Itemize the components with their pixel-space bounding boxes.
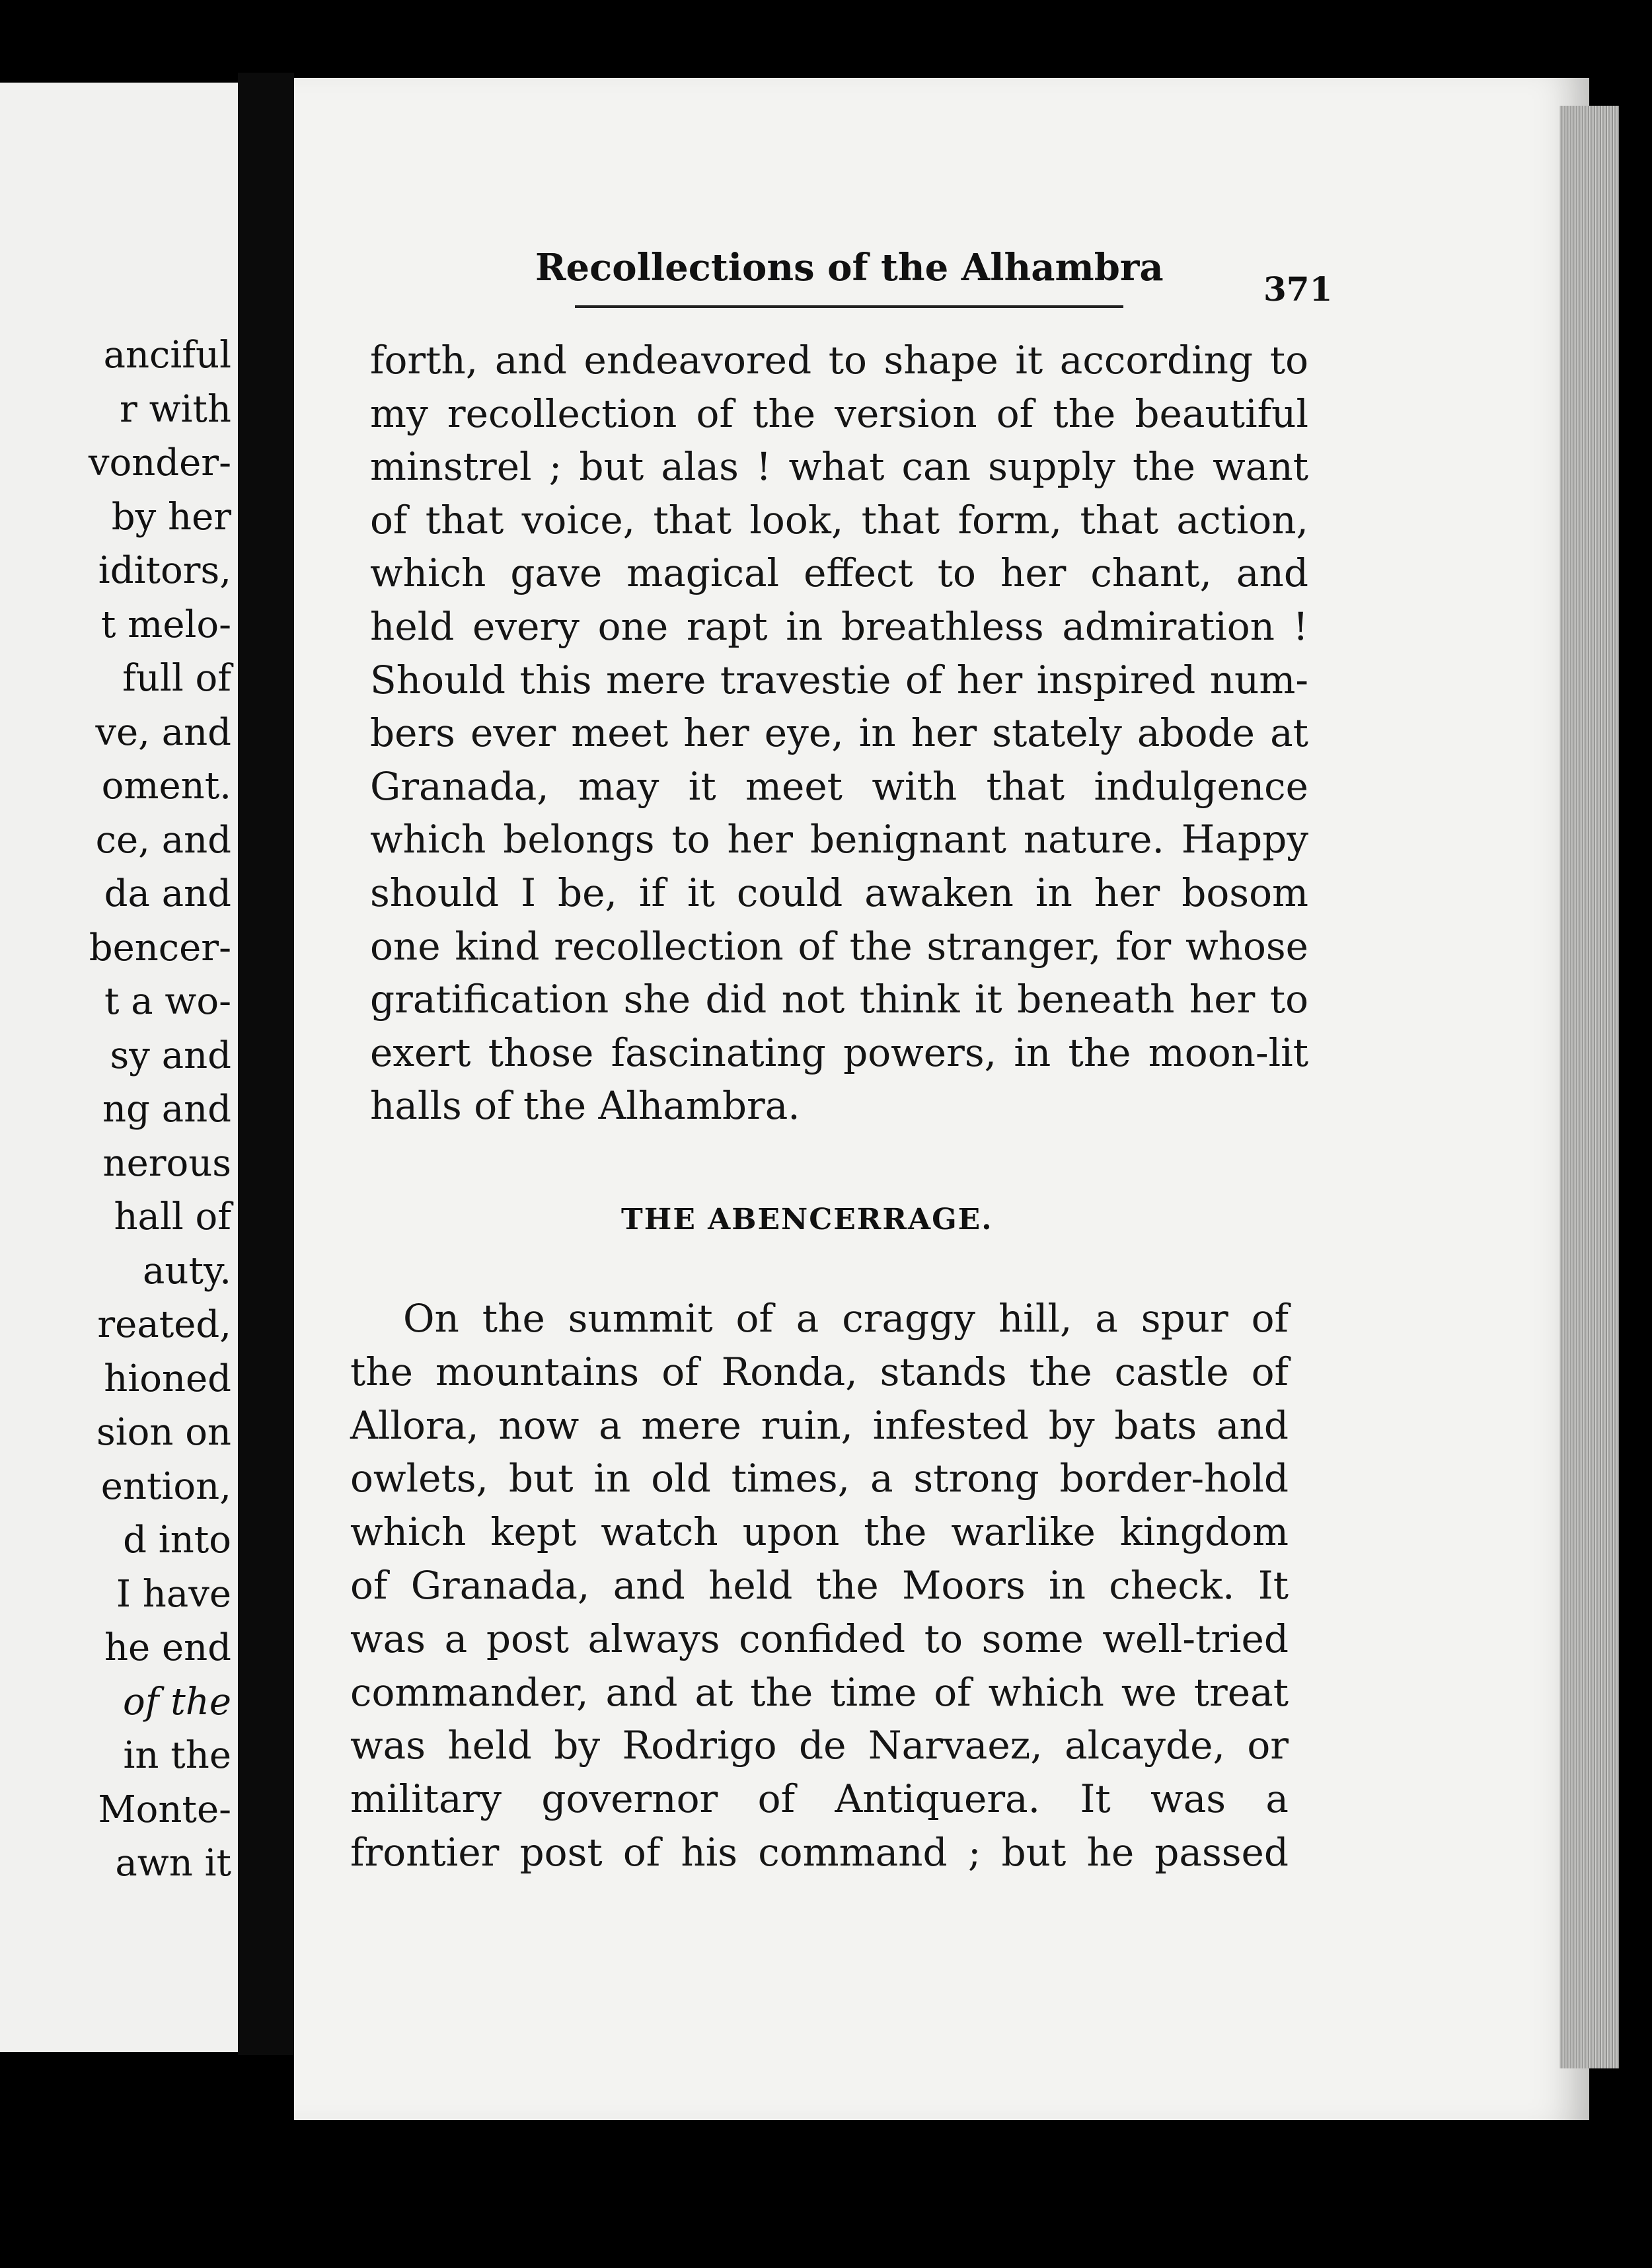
left-line: t melo-	[100, 603, 231, 646]
text-line: owlets, but in old times, a strong border-hold	[350, 1456, 1289, 1501]
text-line: Should this mere travestie of her inspired num-	[370, 657, 1308, 702]
book-gutter	[238, 73, 294, 2055]
text-line: of that voice, that look, that form, that action,	[370, 497, 1308, 543]
left-line: ention,	[100, 1464, 231, 1508]
text-line: my recollection of the version of the beautiful	[370, 391, 1308, 436]
text-line: minstrel ; but alas ! what can supply the want	[370, 444, 1308, 490]
left-line: anciful	[103, 334, 231, 377]
left-line: d into	[123, 1519, 231, 1562]
text-line: frontier post of his command ; but he passed	[350, 1829, 1289, 1875]
left-line: sy and	[110, 1034, 231, 1077]
text-line: On the summit of a craggy hill, a spur of	[403, 1296, 1289, 1341]
left-line: ce, and	[95, 818, 231, 862]
text-line: which gave magical effect to her chant, and	[370, 550, 1308, 596]
text-line: military governor of Antiquera. It was a	[350, 1776, 1289, 1822]
page-edges	[1559, 106, 1619, 2068]
left-line: by her	[111, 495, 231, 539]
text-line: halls of the Alhambra.	[370, 1083, 800, 1129]
paragraph-2	[350, 1292, 1289, 1879]
text-line: Allora, now a mere ruin, infested by bats and	[350, 1402, 1289, 1448]
text-line: gratification she did not think it beneath her to	[370, 977, 1308, 1022]
page-number: 371	[1263, 270, 1333, 309]
left-line: auty.	[143, 1249, 231, 1293]
text-line: which belongs to her benignant nature. Happy	[370, 817, 1308, 862]
running-head-rule	[575, 305, 1123, 308]
left-line: iditors,	[98, 549, 231, 592]
left-line: nerous	[102, 1141, 231, 1185]
text-line: bers ever meet her eye, in her stately abode at	[370, 710, 1308, 756]
left-line: vonder-	[88, 441, 231, 484]
text-line: which kept watch upon the warlike kingdom	[350, 1509, 1289, 1555]
left-line: r with	[120, 387, 231, 431]
left-line: ve, and	[95, 710, 231, 754]
section-heading: THE ABENCERRAGE.	[621, 1203, 993, 1236]
left-line: hioned	[104, 1357, 231, 1400]
left-line: ng and	[102, 1088, 231, 1131]
text-line: of Granada, and held the Moors in check. It	[350, 1562, 1289, 1608]
left-line: t a wo-	[104, 980, 231, 1023]
left-line: da and	[104, 872, 231, 915]
left-line: reated,	[97, 1303, 231, 1346]
text-line: commander, and at the time of which we treat	[350, 1669, 1289, 1715]
paragraph-1	[370, 334, 1308, 1133]
left-page-text-fragments	[0, 328, 231, 1891]
left-line: full of	[122, 657, 231, 700]
text-line: was held by Rodrigo de Narvaez, alcayde, or	[350, 1723, 1289, 1768]
left-line: I have	[116, 1572, 231, 1616]
text-line: exert those fascinating powers, in the moon-lit	[370, 1030, 1308, 1075]
text-line: one kind recollection of the stranger, for whose	[370, 923, 1308, 969]
text-line: Granada, may it meet with that indulgence	[370, 763, 1308, 809]
text-line: held every one rapt in breathless admiration !	[370, 603, 1308, 649]
text-line: forth, and endeavored to shape it according to	[370, 338, 1308, 383]
left-line: sion on	[96, 1411, 231, 1454]
text-line: was a post always confided to some well-tried	[350, 1616, 1289, 1661]
left-line: he end	[104, 1626, 231, 1669]
left-line: Monte-	[98, 1788, 231, 1831]
running-head: Recollections of the Alhambra	[535, 246, 1164, 289]
left-line: awn it	[115, 1842, 231, 1885]
text-line: should I be, if it could awaken in her bosom	[370, 870, 1308, 915]
left-line: hall of	[114, 1195, 231, 1238]
left-line: in the	[123, 1734, 231, 1777]
text-line: the mountains of Ronda, stands the castle of	[350, 1349, 1289, 1394]
left-line: bencer-	[89, 926, 231, 969]
left-facing-page	[0, 83, 238, 2052]
left-line: oment.	[101, 765, 231, 808]
left-line: of the	[123, 1680, 231, 1723]
